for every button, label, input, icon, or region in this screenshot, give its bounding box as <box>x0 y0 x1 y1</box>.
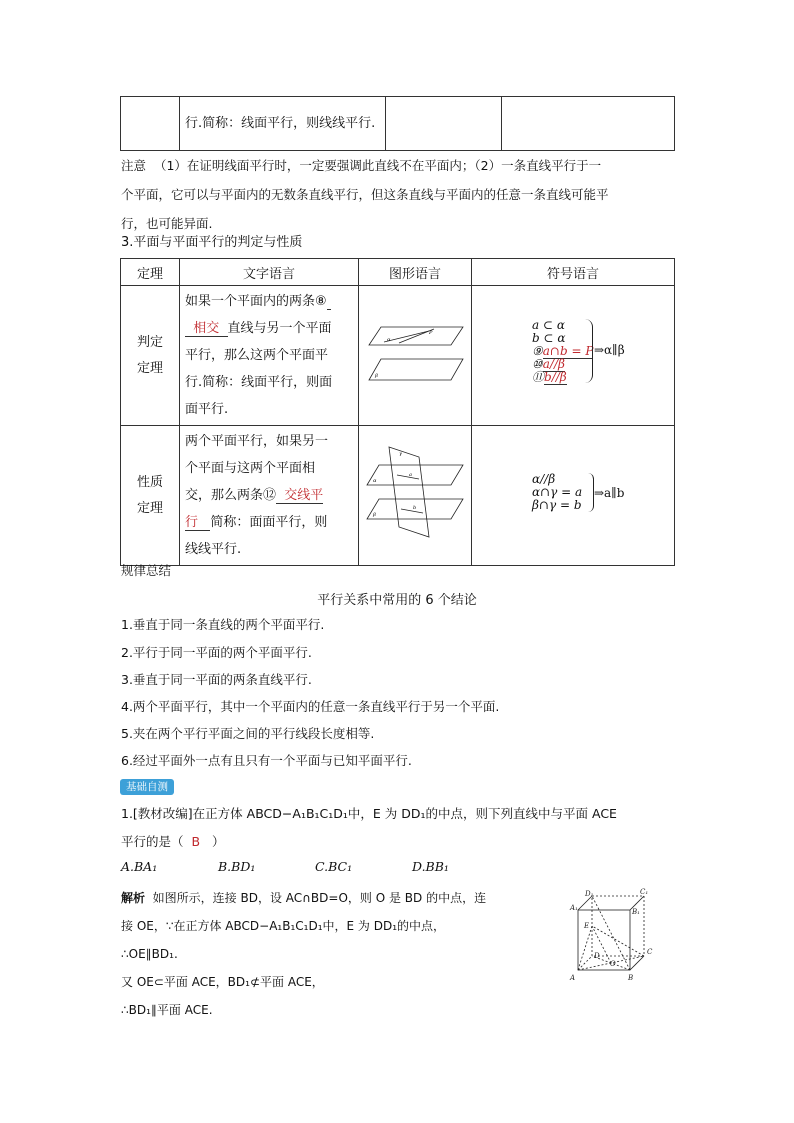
option-c: C.BC₁ <box>315 859 353 874</box>
svg-text:γ: γ <box>399 450 402 457</box>
svg-text:α: α <box>387 336 391 343</box>
top-table <box>120 96 675 151</box>
row1-text: 如果一个平面内的两条⑧ 相交 直线与另一个平面 平行，那么这两个平面平 行.简称：线面平行，则面 面平行. <box>180 286 359 426</box>
header-symbol-language: 符号语言 <box>472 259 675 286</box>
svg-text:β: β <box>373 511 376 518</box>
summary-item-5: 5.夹在两个平行平面之间的平行线段长度相等. <box>121 726 375 741</box>
question-line2: 平行的是（ B ） <box>121 834 225 849</box>
parallel-planes-figure <box>359 287 471 421</box>
option-a: A.BA₁ <box>121 859 158 874</box>
summary-title: 平行关系中常用的 6 个结论 <box>317 593 477 608</box>
svg-text:b: b <box>413 504 417 511</box>
plane-parallel-table <box>120 258 675 566</box>
svg-text:a: a <box>409 471 412 478</box>
label-A: A <box>570 974 576 982</box>
note-line3: 行，也可能异面. <box>121 216 213 231</box>
label-B1: B₁ <box>632 908 640 916</box>
row1-fill: 相交 <box>193 321 220 336</box>
label-O: O <box>610 960 616 968</box>
summary-item-2: 2.平行于同一平面的两个平面平行. <box>121 645 312 660</box>
header-theorem: 定理 <box>121 259 180 286</box>
row2-text: 两个平面平行，如果另一 个平面与这两个平面相 交，那么两条⑫ 交线平 行 简称：面面平行，则 线线平行. <box>180 426 359 566</box>
label-C1: C₁ <box>640 888 649 896</box>
label-A1: A₁ <box>570 904 578 912</box>
question-line1: 1.[教材改编]在正方体 ABCD−A₁B₁C₁D₁中，E 为 DD₁的中点，则下列直线中与平面 ACE <box>121 806 617 821</box>
summary-item-6: 6.经过平面外一点有且只有一个平面与已知平面平行. <box>121 753 412 768</box>
label-E: E <box>584 922 590 930</box>
cube-figure <box>568 888 658 984</box>
section3-title: 3.平面与平面平行的判定与性质 <box>121 235 303 250</box>
note-line1: （1）在证明线面平行时，一定要强调此直线不在平面内；（2）一条直线平行于一 <box>153 158 602 173</box>
row1-name: 判定 定理 <box>121 286 180 426</box>
summary-label: 规律总结 <box>121 563 172 578</box>
label-D: D <box>594 952 600 960</box>
row2-figure <box>359 426 472 566</box>
note-line2: 个平面，它可以与平面内的无数条直线平行，但这条直线与平面内的任意一条直线可能平 <box>121 187 609 202</box>
solution-block: 解析 如图所示，连接 BD，设 AC∩BD=O，则 O 是 BD 的中点，连 接 OE，∵在正方体 ABCD−A₁B₁C₁D₁中，E 为 DD₁的中点， ∴OE∥BD₁. 又 OE⊂平面 ACE，BD₁⊄平面 ACE， ∴BD₁∥平面 ACE. <box>121 891 487 1017</box>
svg-text:α: α <box>373 477 377 484</box>
top-table-text: 行.简称：线面平行，则线线平行. <box>185 116 376 131</box>
note-block <box>121 151 681 238</box>
header-text-language: 文字语言 <box>180 259 359 286</box>
summary-item-3: 3.垂直于同一平面的两条直线平行. <box>121 672 312 687</box>
row1-symbols: a ⊂ α b ⊂ α ⑨a∩b = P ⑩a//β ⑪b//β ⇒α∥β <box>472 286 675 426</box>
intersecting-plane-figure <box>359 427 471 561</box>
label-D1: D₁ <box>585 890 594 898</box>
options-row <box>121 859 449 874</box>
row2-symbols: α//β α∩γ = a β∩γ = b ⇒a∥b <box>472 426 675 566</box>
svg-text:P: P <box>429 329 433 336</box>
summary-item-4: 4.两个平面平行，其中一个平面内的任意一条直线平行于另一个平面. <box>121 699 500 714</box>
answer: B <box>191 834 201 849</box>
summary-item-1: 1.垂直于同一条直线的两个平面平行. <box>121 617 325 632</box>
header-figure-language: 图形语言 <box>359 259 472 286</box>
solution-label: 解析 <box>121 891 146 905</box>
note-label: 注意 <box>121 158 147 173</box>
svg-text:β: β <box>375 372 378 379</box>
option-b: B.BD₁ <box>218 859 256 874</box>
label-B: B <box>628 974 634 982</box>
label-C: C <box>647 948 653 956</box>
row2-name: 性质 定理 <box>121 426 180 566</box>
basic-self-test-badge: 基础自测 <box>120 779 174 795</box>
row1-figure <box>359 286 472 426</box>
option-d: D.BB₁ <box>412 859 449 874</box>
